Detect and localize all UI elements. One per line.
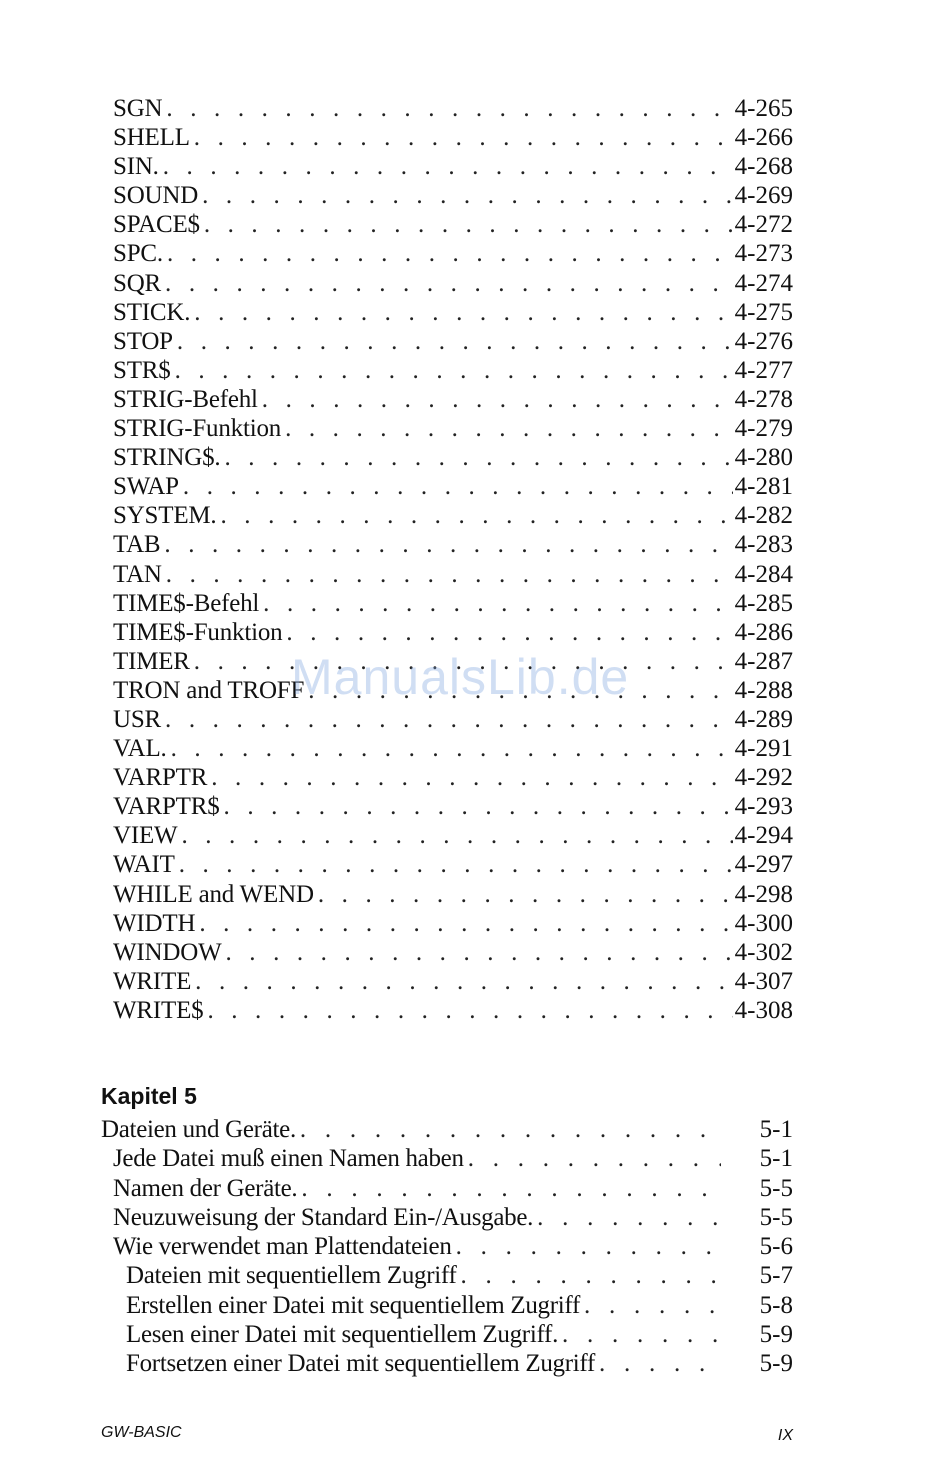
toc-entry-label: Neuzuweisung der Standard Ein-/Ausgabe. [113, 1203, 534, 1231]
toc-entry[interactable] [113, 792, 793, 821]
dot-leader [318, 880, 733, 909]
toc-entry[interactable] [113, 938, 793, 967]
toc-entry-label: USR [113, 705, 162, 733]
dot-leader [175, 356, 733, 385]
toc-entry[interactable] [101, 1291, 793, 1320]
toc-entry[interactable] [101, 1261, 793, 1290]
toc-entry-page: 4-266 [734, 124, 793, 152]
dot-leader [167, 239, 733, 268]
toc-entry[interactable] [113, 443, 793, 472]
dot-leader [181, 821, 732, 850]
toc-entry-label: WIDTH [113, 909, 196, 937]
dot-leader [177, 327, 733, 356]
toc-entry[interactable] [113, 967, 793, 996]
toc-entry[interactable] [101, 1349, 793, 1378]
toc-entry[interactable] [113, 996, 793, 1025]
dot-leader [207, 996, 732, 1025]
toc-entry[interactable] [113, 560, 793, 589]
toc-entry-label: VARPTR [113, 764, 208, 792]
dot-leader [224, 443, 732, 472]
toc-entry-page: 5-1 [759, 1145, 793, 1173]
toc-entry-page: 5-7 [759, 1262, 793, 1290]
toc-entry-page: 4-273 [734, 240, 793, 268]
dot-leader [204, 210, 733, 239]
toc-entry-label: Wie verwendet man Plattendateien [113, 1233, 452, 1261]
toc-entry[interactable] [113, 414, 793, 443]
toc-list-chapter-5 [101, 1115, 793, 1379]
toc-entry-page: 4-278 [734, 385, 793, 413]
dot-leader [163, 152, 733, 181]
toc-entry[interactable] [113, 123, 793, 152]
toc-entry-page: 4-277 [734, 356, 793, 384]
toc-entry-label: WAIT [113, 851, 175, 879]
dot-leader [195, 967, 733, 996]
toc-entry[interactable] [113, 152, 793, 181]
toc-entry-label: WINDOW [113, 938, 222, 966]
toc-entry-label: Dateien mit sequentiellem Zugriff [126, 1262, 457, 1290]
toc-entry-page: 4-292 [734, 764, 793, 792]
toc-entry-page: 4-300 [734, 909, 793, 937]
toc-entry[interactable] [113, 210, 793, 239]
toc-entry-page: 4-280 [734, 444, 793, 472]
toc-entry-page: 4-288 [734, 676, 793, 704]
toc-entry-page: 4-284 [734, 560, 793, 588]
toc-entry-label: STRIG-Funktion [113, 415, 282, 443]
toc-entry-label: SOUND [113, 182, 199, 210]
toc-entry-label: VAL. [113, 735, 167, 763]
toc-entry-label: Fortsetzen einer Datei mit sequentiellem Zugriff [126, 1350, 596, 1378]
dot-leader [171, 734, 733, 763]
toc-entry[interactable] [113, 589, 793, 618]
dot-leader [166, 94, 732, 123]
toc-entry[interactable] [101, 1115, 793, 1144]
toc-entry-label: TIMER [113, 647, 190, 675]
toc-entry-page: 4-275 [734, 298, 793, 326]
toc-entry[interactable] [113, 763, 793, 792]
dot-leader [562, 1320, 721, 1349]
toc-entry[interactable] [113, 821, 793, 850]
dot-leader [179, 850, 733, 879]
toc-entry-page: 5-5 [759, 1203, 793, 1231]
toc-entry[interactable] [113, 676, 793, 705]
footer-product-name: GW-BASIC [101, 1424, 182, 1441]
dot-leader [584, 1291, 721, 1320]
toc-entry-page: 4-297 [734, 851, 793, 879]
dot-leader [220, 501, 732, 530]
dot-leader [263, 589, 733, 618]
toc-entry-page: 4-287 [734, 647, 793, 675]
toc-entry-label: WRITE$ [113, 996, 204, 1024]
toc-entry-page: 4-265 [734, 95, 793, 122]
toc-entry-page: 4-282 [734, 502, 793, 530]
dot-leader [165, 269, 733, 298]
toc-entry[interactable] [113, 909, 793, 938]
toc-entry-page: 4-269 [734, 182, 793, 210]
watermark: ManualsLib.de [291, 649, 630, 705]
toc-entry-label: STOP [113, 327, 173, 355]
dot-leader [165, 705, 733, 734]
toc-entry-page: 4-307 [734, 967, 793, 995]
dot-leader [468, 1144, 721, 1173]
toc-entry-page: 4-274 [734, 269, 793, 297]
toc-entry-page: 4-281 [734, 473, 793, 501]
toc-entry-label: Dateien und Geräte. [101, 1116, 296, 1143]
dot-leader [599, 1349, 721, 1378]
toc-entry[interactable] [101, 1144, 793, 1173]
toc-entry-page: 4-283 [734, 531, 793, 559]
toc-entry-label: SPC. [113, 240, 163, 268]
toc-entry-page: 5-1 [759, 1116, 793, 1143]
toc-entry[interactable] [113, 385, 793, 414]
toc-entry[interactable] [113, 501, 793, 530]
toc-entry-label: SPACE$ [113, 211, 200, 239]
toc-entry-page: 4-268 [734, 153, 793, 181]
toc-entry-label: WHILE and WEND [113, 880, 314, 908]
toc-entry-page: 4-302 [734, 938, 793, 966]
toc-entry[interactable] [113, 734, 793, 763]
toc-entry-label: VIEW [113, 822, 178, 850]
dot-leader [194, 647, 733, 676]
toc-entry-label: SYSTEM. [113, 502, 217, 530]
toc-entry[interactable] [101, 1203, 793, 1232]
toc-entry-label: TAN [113, 560, 162, 588]
toc-entry-page: 4-272 [734, 211, 793, 239]
dot-leader [301, 1174, 721, 1203]
toc-entry[interactable] [113, 327, 793, 356]
toc-entry-page: 4-286 [734, 618, 793, 646]
toc-entry-label: Lesen einer Datei mit sequentiellem Zugriff. [126, 1321, 559, 1349]
toc-entry[interactable] [113, 269, 793, 298]
toc-entry-page: 5-6 [759, 1233, 793, 1261]
toc-list-chapter-4 [113, 94, 793, 1025]
toc-entry-page: 4-293 [734, 793, 793, 821]
toc-entry-label: Jede Datei muß einen Namen haben [113, 1145, 464, 1173]
toc-entry-label: Namen der Geräte. [113, 1174, 298, 1202]
toc-entry-label: STR$ [113, 356, 171, 384]
chapter-heading: Kapitel 5 [101, 1083, 197, 1109]
dot-leader [224, 792, 733, 821]
dot-leader [183, 472, 733, 501]
dot-leader [461, 1261, 721, 1290]
dot-leader [286, 618, 732, 647]
toc-entry[interactable] [101, 1174, 793, 1203]
toc-entry-page: 5-8 [759, 1291, 793, 1319]
dot-leader [456, 1232, 721, 1261]
toc-entry-page: 4-279 [734, 415, 793, 443]
toc-entry-page: 4-289 [734, 705, 793, 733]
dot-leader [308, 676, 732, 705]
dot-leader [194, 298, 732, 327]
dot-leader [211, 763, 732, 792]
dot-leader [300, 1115, 721, 1144]
toc-entry-label: TRON and TROFF [113, 676, 305, 704]
toc-entry-label: VARPTR$ [113, 793, 220, 821]
toc-entry[interactable] [113, 705, 793, 734]
dot-leader [262, 385, 733, 414]
toc-entry-label: TIME$-Befehl [113, 589, 260, 617]
toc-entry-label: WRITE [113, 967, 192, 995]
dot-leader [285, 414, 733, 443]
dot-leader [537, 1203, 721, 1232]
toc-entry-page: 4-285 [734, 589, 793, 617]
toc-entry-label: STRING$. [113, 444, 221, 472]
toc-entry-label: SWAP [113, 473, 179, 501]
dot-leader [164, 530, 732, 559]
toc-entry[interactable] [113, 618, 793, 647]
toc-entry-page: 5-9 [759, 1350, 793, 1378]
toc-entry[interactable] [101, 1320, 793, 1349]
toc-entry[interactable] [113, 472, 793, 501]
toc-entry[interactable] [101, 1232, 793, 1261]
toc-entry-label: TIME$-Funktion [113, 618, 283, 646]
toc-entry[interactable] [113, 94, 793, 123]
toc-entry-label: SQR [113, 269, 162, 297]
toc-entry[interactable] [113, 647, 793, 676]
toc-entry-label: SHELL [113, 124, 190, 152]
footer-page-number: IX [777, 1427, 793, 1444]
toc-entry-page: 4-276 [734, 327, 793, 355]
toc-entry[interactable] [113, 298, 793, 327]
dot-leader [199, 909, 732, 938]
dot-leader [194, 123, 733, 152]
toc-entry-label: STICK. [113, 298, 191, 326]
toc-entry-label: SIN. [113, 153, 159, 181]
toc-entry-page: 5-5 [759, 1174, 793, 1202]
toc-entry[interactable] [113, 181, 793, 210]
toc-entry-label: SGN [113, 95, 163, 122]
toc-entry-page: 4-291 [734, 735, 793, 763]
toc-entry-page: 4-294 [734, 822, 793, 850]
toc-entry-label: STRIG-Befehl [113, 385, 258, 413]
dot-leader [166, 560, 733, 589]
toc-entry[interactable] [113, 239, 793, 268]
toc-entry[interactable] [113, 880, 793, 909]
toc-entry-label: Erstellen einer Datei mit sequentiellem Zugriff [126, 1291, 581, 1319]
toc-entry-page: 4-308 [734, 996, 793, 1024]
toc-entry-page: 4-298 [734, 880, 793, 908]
toc-entry[interactable] [113, 850, 793, 879]
toc-entry[interactable] [113, 530, 793, 559]
toc-entry[interactable] [113, 356, 793, 385]
toc-entry-page: 5-9 [759, 1321, 793, 1349]
toc-entry-label: TAB [113, 531, 161, 559]
dot-leader [202, 181, 733, 210]
dot-leader [225, 938, 732, 967]
